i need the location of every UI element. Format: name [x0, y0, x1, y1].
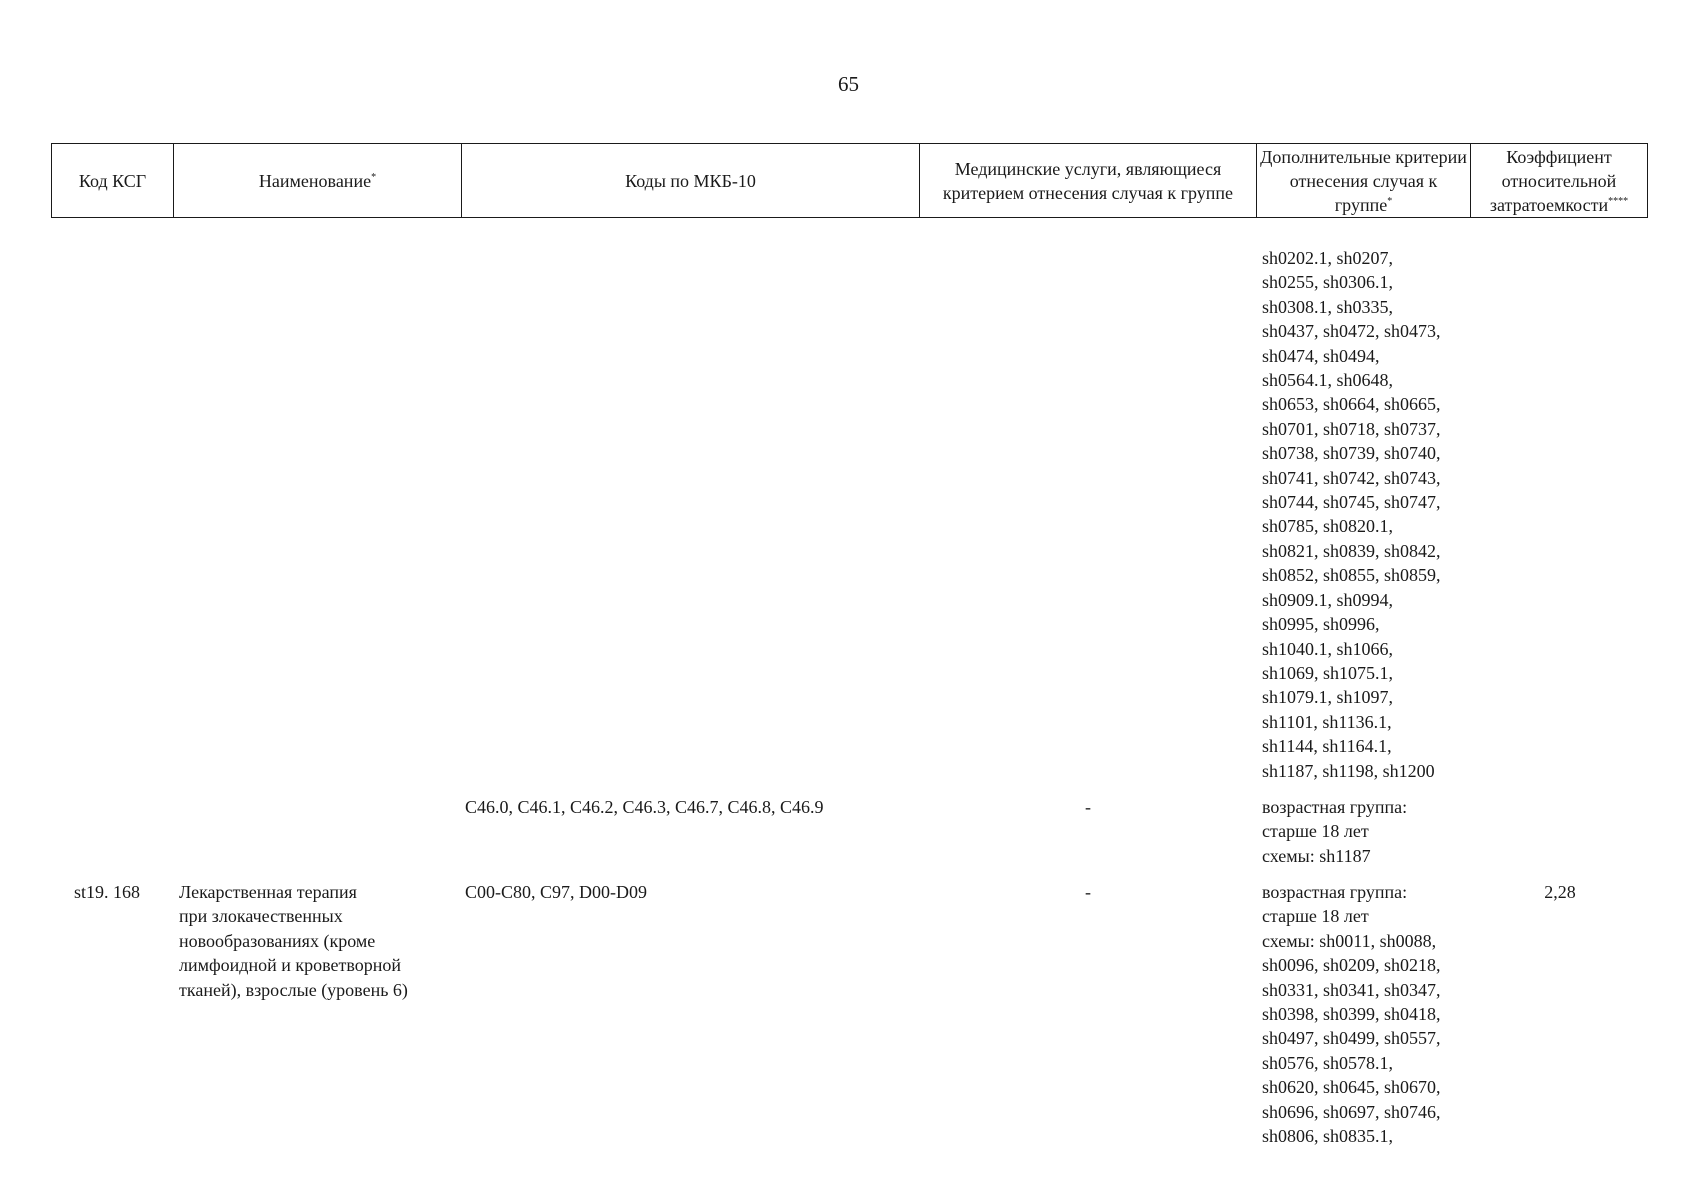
header-extra-footnote-mark: *	[1387, 195, 1393, 207]
table-header	[51, 143, 1648, 218]
row-mkb-codes: C00-C80, C97, D00-D09	[465, 882, 648, 902]
header-name: Наименование*	[174, 144, 462, 218]
header-coefficient: Коэффициент относительной затратоемкости****	[1471, 144, 1648, 218]
header-name-footnote-mark: *	[371, 171, 377, 183]
row-extra-criteria: возрастная группа: старше 18 лет схемы: sh0011, sh0088, sh0096, sh0209, sh0218, sh0331, sh0341, sh0347, sh0398, sh0399, sh0418, sh0497, sh0499, sh0557, sh0576, sh0578.1, sh0620, sh0645, sh0670, sh0696, sh0697, sh0746, sh0806, sh0835.1,	[1262, 882, 1441, 1147]
header-extra-criteria: Дополнительные критерии отнесения случая к группе*	[1257, 144, 1471, 218]
row-extra-criteria: возрастная группа: старше 18 лет схемы: sh1187	[1262, 797, 1408, 866]
header-code: Код КСГ	[52, 144, 174, 218]
row-medical-services: -	[1085, 882, 1091, 902]
row-name: Лекарственная терапия при злокачественных новообразованиях (кроме лимфоидной и кроветворной тканей), взрослые (уровень 6)	[179, 882, 408, 1000]
header-coef-footnote-mark: ****	[1608, 195, 1629, 207]
row-coefficient: 2,28	[1544, 882, 1576, 902]
header-medical-services: Медицинские услуги, являющиеся критерием отнесения случая к группе	[920, 144, 1257, 218]
header-mkb-codes: Коды по МКБ-10	[462, 144, 920, 218]
row-extra-criteria: sh0202.1, sh0207, sh0255, sh0306.1, sh0308.1, sh0335, sh0437, sh0472, sh0473, sh0474, sh0494, sh0564.1, sh0648, sh0653, sh0664, sh0665, sh0701, sh0718, sh0737, sh0738, sh0739, sh0740, sh0741, sh0742, sh0743, sh0744, sh0745, sh0747, sh0785, sh0820.1, sh0821, sh0839, sh0842, sh0852, sh0855, sh0859, sh0909.1, sh0994, sh0995, sh0996, sh1040.1, sh1066, sh1069, sh1075.1, sh1079.1, sh1097, sh1101, sh1136.1, sh1144, sh1164.1, sh1187, sh1198, sh1200	[1262, 248, 1441, 781]
row-medical-services: -	[1085, 797, 1091, 817]
page-number: 65	[838, 72, 859, 96]
row-ksg-code: st19. 168	[74, 882, 141, 902]
row-mkb-codes: C46.0, C46.1, C46.2, C46.3, C46.7, C46.8, C46.9	[465, 797, 824, 817]
